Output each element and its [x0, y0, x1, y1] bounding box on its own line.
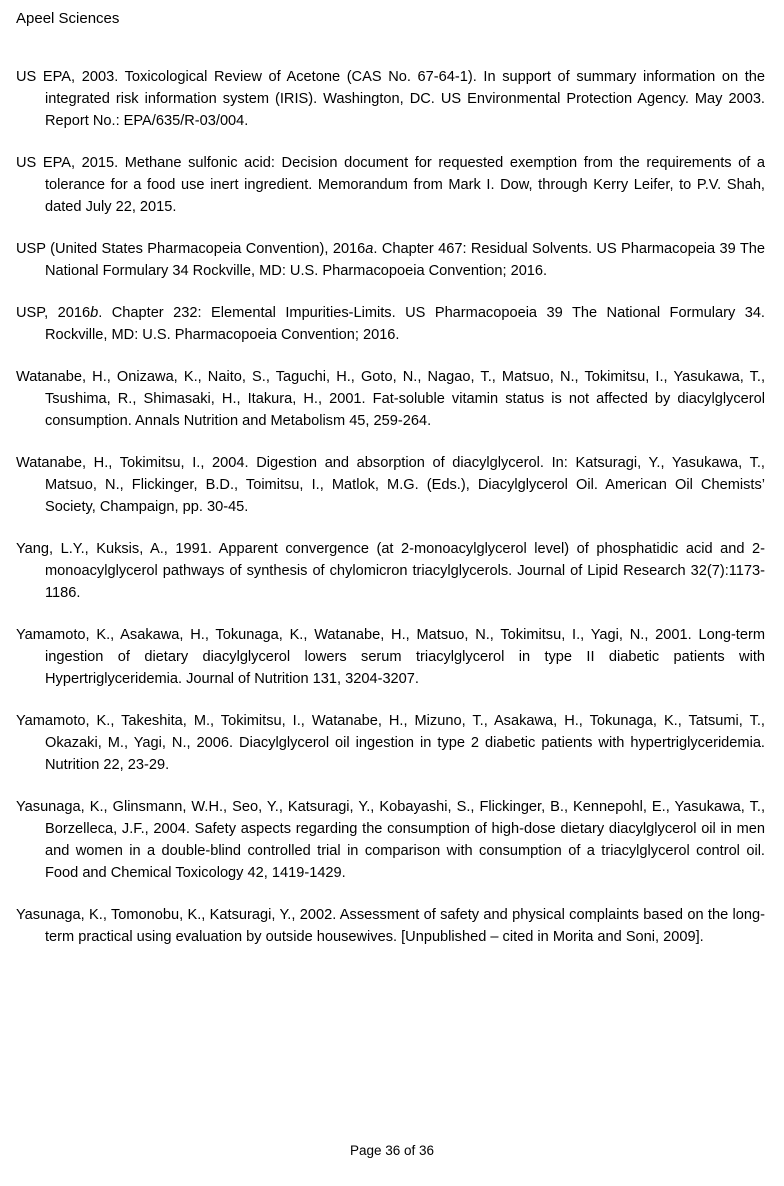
reference-text: . Chapter 232: Elemental Impurities-Limits. US Pharmacopoeia 39 The National Formulary 34. Rockville, MD: U.S. Pharmacopoeia Convention; 2016. — [45, 305, 765, 343]
reference-suffix: b — [90, 305, 99, 321]
reference-item: Yang, L.Y., Kuksis, A., 1991. Apparent convergence (at 2-monoacylglycerol level) of phosphatidic acid and 2-monoacylglycerol pathways of synthesis of chylomicron triacylglycerols. Journal of Lipid Research 32(7):1173-1186. — [16, 541, 765, 601]
reference-text: . Chapter 467: Residual Solvents. US Pharmacopeia 39 The National Formulary 34 Rockville, MD: U.S. Pharmacopoeia Convention; 2016. — [45, 241, 766, 279]
reference-item: US EPA, 2015. Methane sulfonic acid: Decision document for requested exemption from the requirements of a tolerance for a food use inert ingredient. Memorandum from Mark I. Dow, through Kerry Leifer, to P.V. Shah, dated July 22, 2015. — [16, 155, 765, 215]
reference-text: USP (United States Pharmacopeia Convention), 2016 — [16, 241, 366, 257]
reference-list — [16, 66, 765, 968]
reference-item: Watanabe, H., Onizawa, K., Naito, S., Taguchi, H., Goto, N., Nagao, T., Matsuo, N., Tokimitsu, I., Yasukawa, T., Tsushima, R., Shimasaki, H., Itakura, H., 2001. Fat-soluble vitamin status is not affected by diacylglycerol consumption. Annals Nutrition and Metabolism 45, 259-264. — [16, 369, 765, 429]
reference-item — [16, 302, 765, 346]
company-name: Apeel Sciences — [16, 10, 120, 27]
reference-item: Yamamoto, K., Asakawa, H., Tokunaga, K., Watanabe, H., Matsuo, N., Tokimitsu, I., Yagi, N., 2001. Long-term ingestion of dietary diacylglycerol lowers serum triacylglycerol in type II diabetic patients with Hypertriglyceridemia. Journal of Nutrition 131, 3204-3207. — [16, 627, 765, 687]
reference-item: Watanabe, H., Tokimitsu, I., 2004. Digestion and absorption of diacylglycerol. In: Katsuragi, Y., Yasukawa, T., Matsuo, N., Flickinger, B.D., Toimitsu, I., Matlok, M.G. (Eds.), Diacylglycerol Oil. American Oil Chemists’ Society, Champaign, pp. 30-45. — [16, 455, 765, 515]
page-number: Page 36 of 36 — [349, 1143, 435, 1158]
reference-item — [16, 238, 765, 282]
reference-item: US EPA, 2003. Toxicological Review of Acetone (CAS No. 67-64-1). In support of summary information on the integrated risk information system (IRIS). Washington, DC. US Environmental Protection Agency. May 2003. Report No.: EPA/635/R-03/004. — [16, 69, 765, 129]
reference-item: Yasunaga, K., Glinsmann, W.H., Seo, Y., Katsuragi, Y., Kobayashi, S., Flickinger, B., Kennepohl, E., Yasukawa, T., Borzelleca, J.F., 2004. Safety aspects regarding the consumption of high-dose dietary diacylglycerol oil in men and women in a double-blind controlled trial in comparison with consumption of a triacylglycerol control oil. Food and Chemical Toxicology 42, 1419-1429. — [16, 799, 765, 881]
reference-text: USP, 2016 — [16, 305, 91, 321]
reference-item: Yasunaga, K., Tomonobu, K., Katsuragi, Y., 2002. Assessment of safety and physical complaints based on the long-term practical using evaluation by outside housewives. [Unpublished – cited in Morita and Soni, 2009]. — [16, 907, 765, 945]
page-header — [16, 10, 119, 28]
reference-item: Yamamoto, K., Takeshita, M., Tokimitsu, I., Watanabe, H., Mizuno, T., Asakawa, H., Tokunaga, K., Tatsumi, T., Okazaki, M., Yagi, N., 2006. Diacylglycerol oil ingestion in type 2 diabetic patients with hypertriglyceridemia. Nutrition 22, 23-29. — [16, 713, 765, 773]
reference-suffix: a — [365, 241, 374, 257]
page-footer — [0, 1142, 784, 1160]
